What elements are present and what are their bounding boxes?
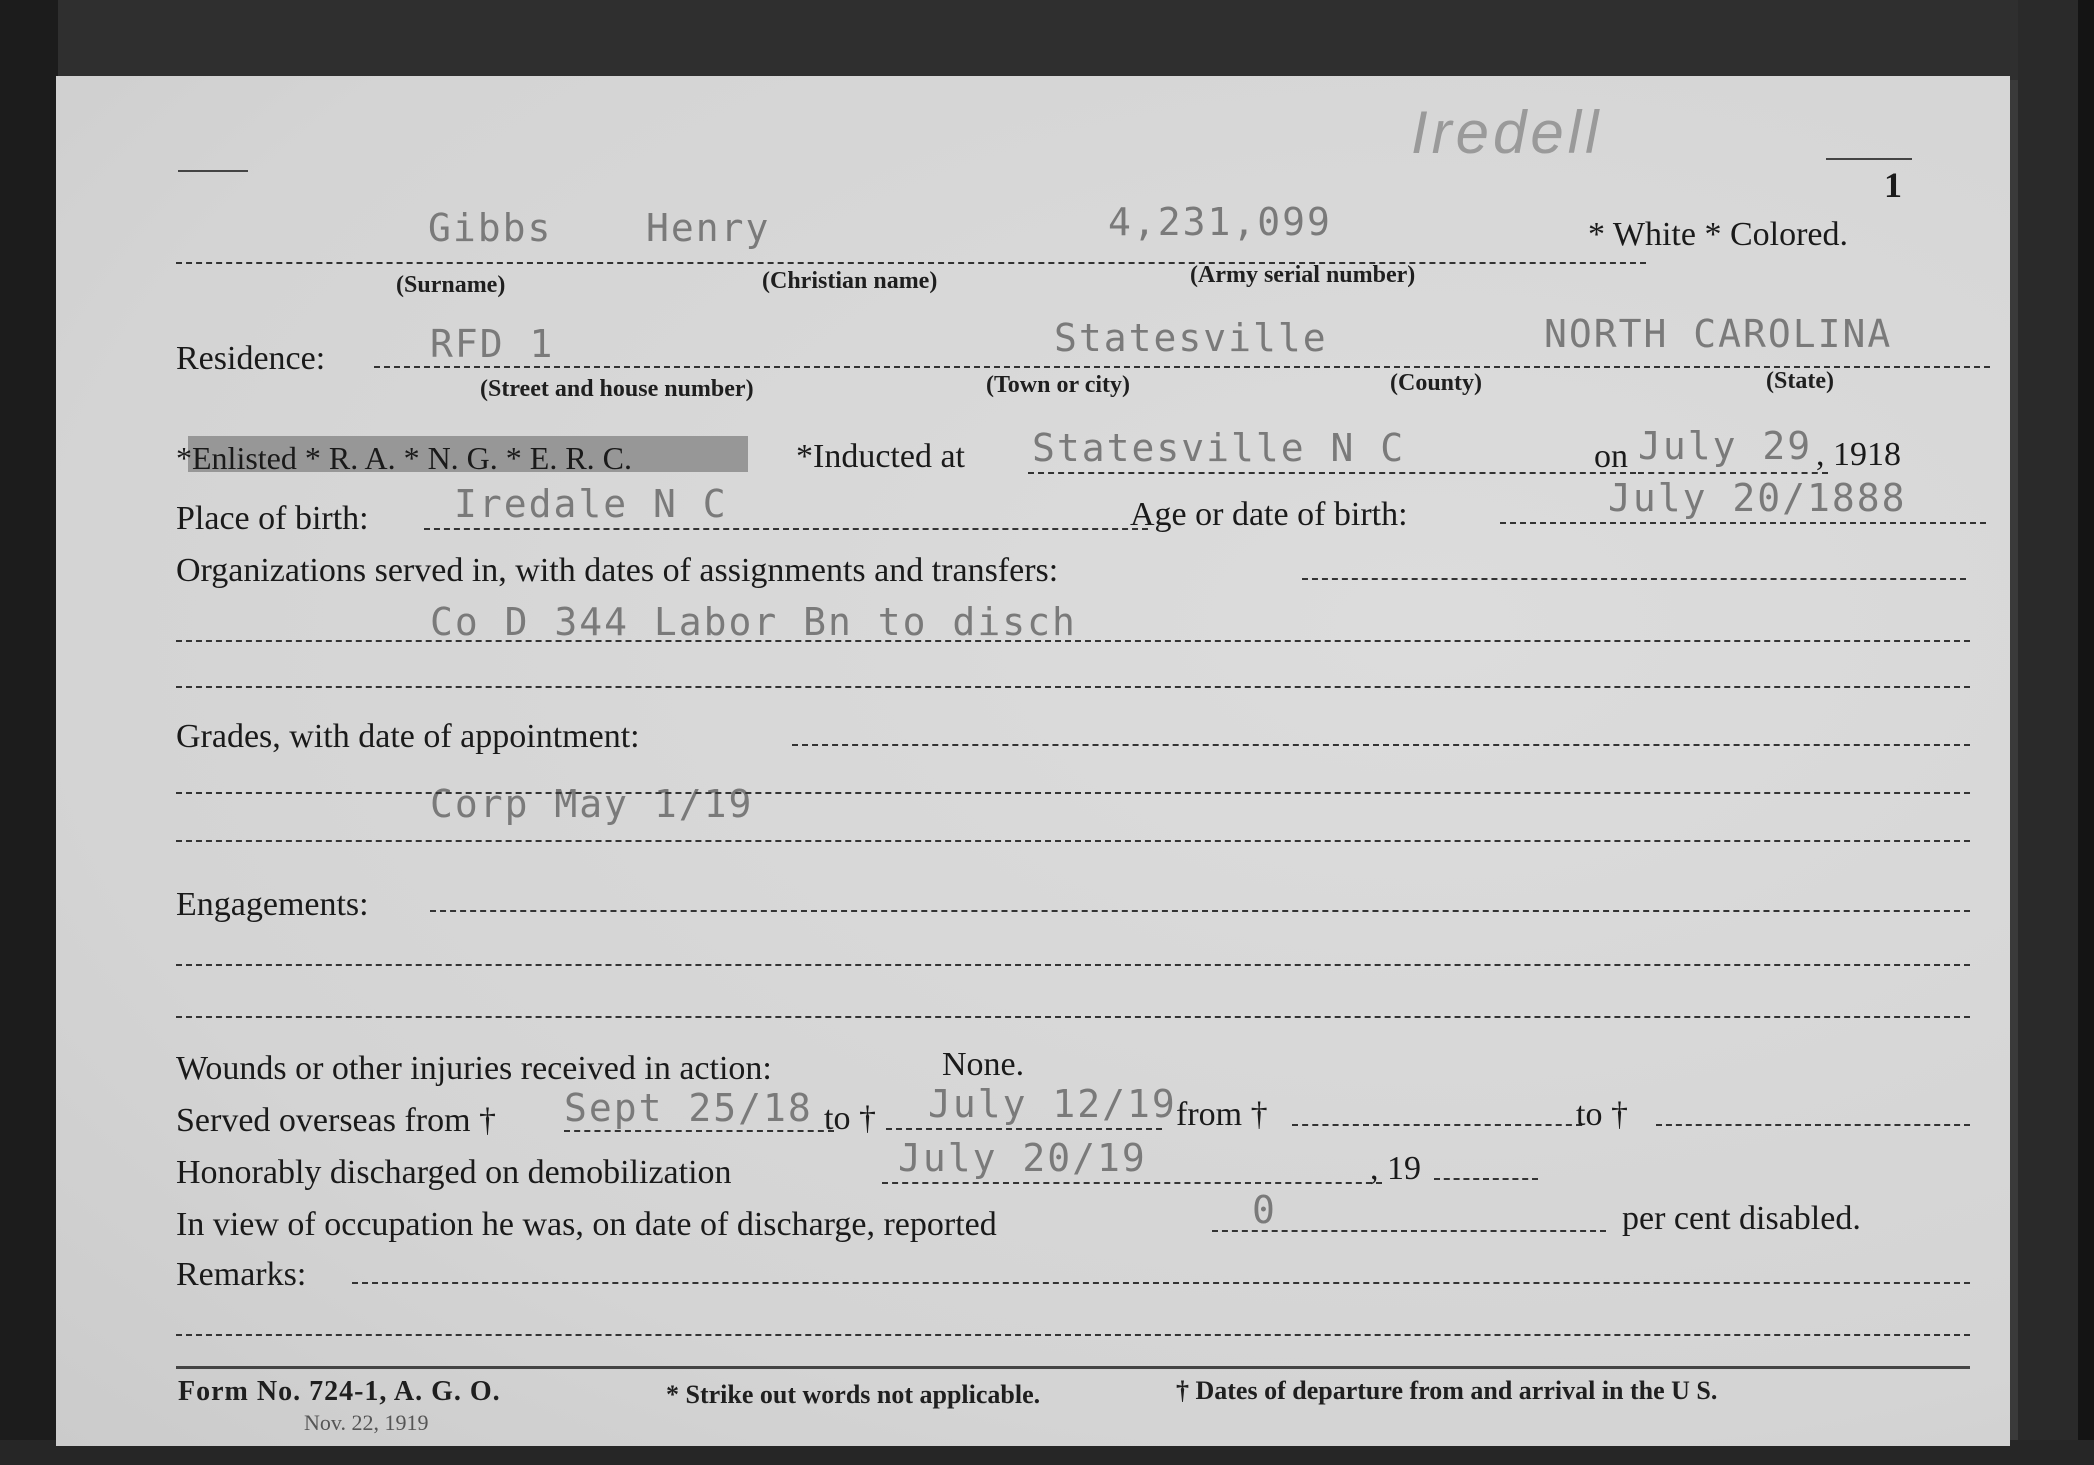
grades-line-2: [176, 792, 1970, 794]
grades-label: Grades, with date of appointment:: [176, 718, 640, 755]
disability-label: In view of occupation he was, on date of discharge, reported: [176, 1206, 997, 1243]
birth-date-value: July 20/1888: [1608, 476, 1907, 520]
on-label: on: [1594, 438, 1628, 475]
engagements-line-2: [176, 964, 1970, 966]
discharge-year-label: , 19: [1370, 1150, 1421, 1187]
grades-line-1: [792, 744, 1970, 746]
enlisted-options: *Enlisted * R. A. * N. G. * E. R. C.: [176, 440, 633, 476]
surname-value: Gibbs: [428, 206, 553, 250]
disability-value: 0: [1252, 1188, 1277, 1232]
organizations-label: Organizations served in, with dates of assignments and transfers:: [176, 552, 1059, 589]
engagements-line-1: [430, 910, 1970, 912]
state-value: NORTH CAROLINA: [1544, 312, 1893, 356]
footer-rule: [176, 1366, 1970, 1369]
form-number: Form No. 724-1, A. G. O.: [178, 1376, 501, 1407]
background-top: [0, 0, 2094, 80]
place-of-birth-line: [424, 528, 1148, 530]
overseas-from-line-2: [1292, 1124, 1582, 1126]
overseas-to-line-2: [1656, 1124, 1970, 1126]
inducted-line: [1028, 472, 1636, 474]
card-number: 1: [1884, 165, 1902, 205]
surname-caption: (Surname): [396, 272, 506, 298]
overseas-to-value: July 12/19: [928, 1082, 1177, 1126]
remarks-line-2: [176, 1334, 1970, 1336]
serial-number-value: 4,231,099: [1108, 200, 1332, 244]
wounds-label: Wounds or other injuries received in action:: [176, 1050, 772, 1087]
top-left-dash: [178, 170, 248, 172]
discharge-date-value: July 20/19: [898, 1136, 1147, 1180]
engagements-line-3: [176, 1016, 1970, 1018]
overseas-label: Served overseas from †: [176, 1102, 497, 1139]
place-of-birth-value: Iredale N C: [454, 482, 728, 526]
disability-suffix: per cent disabled.: [1622, 1200, 1861, 1237]
christian-name-value: Henry: [646, 206, 771, 250]
discharge-label: Honorably discharged on demobilization: [176, 1154, 732, 1191]
overseas-from-line: [564, 1130, 834, 1132]
state-caption: (State): [1766, 368, 1834, 394]
footnote-dates: † Dates of departure from and arrival in the U S.: [1176, 1376, 1718, 1405]
residence-line: [374, 366, 1990, 368]
inducted-label: *Inducted at: [796, 438, 965, 475]
residence-label: Residence:: [176, 340, 326, 377]
overseas-from-value: Sept 25/18: [564, 1086, 813, 1130]
place-of-birth-label: Place of birth:: [176, 500, 369, 537]
induction-year: , 1918: [1816, 436, 1901, 473]
organizations-value: Co D 344 Labor Bn to disch: [430, 600, 1077, 644]
organizations-line-2: [176, 640, 1970, 642]
town-value: Statesville: [1054, 316, 1328, 360]
discharge-line: [882, 1182, 1382, 1184]
remarks-label: Remarks:: [176, 1256, 307, 1293]
county-annotation: Iredell: [1411, 99, 1603, 166]
serial-number-caption: (Army serial number): [1190, 262, 1416, 288]
race-options: * White * Colored.: [1588, 216, 1848, 253]
overseas-to-label: to †: [824, 1100, 876, 1137]
grades-line-3: [176, 840, 1970, 842]
organizations-line-3: [176, 686, 1970, 688]
street-caption: (Street and house number): [480, 376, 754, 402]
remarks-line-1: [352, 1282, 1970, 1284]
name-line: [176, 262, 1646, 264]
street-value: RFD 1: [430, 322, 555, 366]
induction-date-line: [1638, 472, 1828, 474]
footnote-strike: * Strike out words not applicable.: [666, 1380, 1041, 1409]
town-caption: (Town or city): [986, 372, 1130, 398]
engagements-label: Engagements:: [176, 886, 369, 923]
background-right-edge: [2078, 0, 2094, 1465]
overseas-from-label-2: from †: [1176, 1096, 1268, 1133]
organizations-line-1: [1302, 578, 1966, 580]
background-left: [0, 0, 58, 1465]
christian-name-caption: (Christian name): [762, 268, 938, 294]
discharge-year-line: [1434, 1178, 1538, 1180]
top-right-dash: [1826, 158, 1912, 160]
overseas-to-label-2: to †: [1576, 1096, 1628, 1133]
service-record-card: [56, 76, 2010, 1446]
county-caption: (County): [1390, 370, 1483, 396]
birth-date-label: Age or date of birth:: [1130, 496, 1408, 533]
birth-date-line: [1500, 522, 1986, 524]
wounds-value: None.: [942, 1046, 1025, 1083]
grades-value: Corp May 1/19: [430, 782, 754, 826]
form-date-partial: Nov. 22, 1919: [304, 1410, 429, 1435]
induction-date-value: July 29: [1638, 424, 1813, 468]
overseas-to-line: [886, 1128, 1162, 1130]
inducted-place-value: Statesville N C: [1032, 426, 1406, 470]
